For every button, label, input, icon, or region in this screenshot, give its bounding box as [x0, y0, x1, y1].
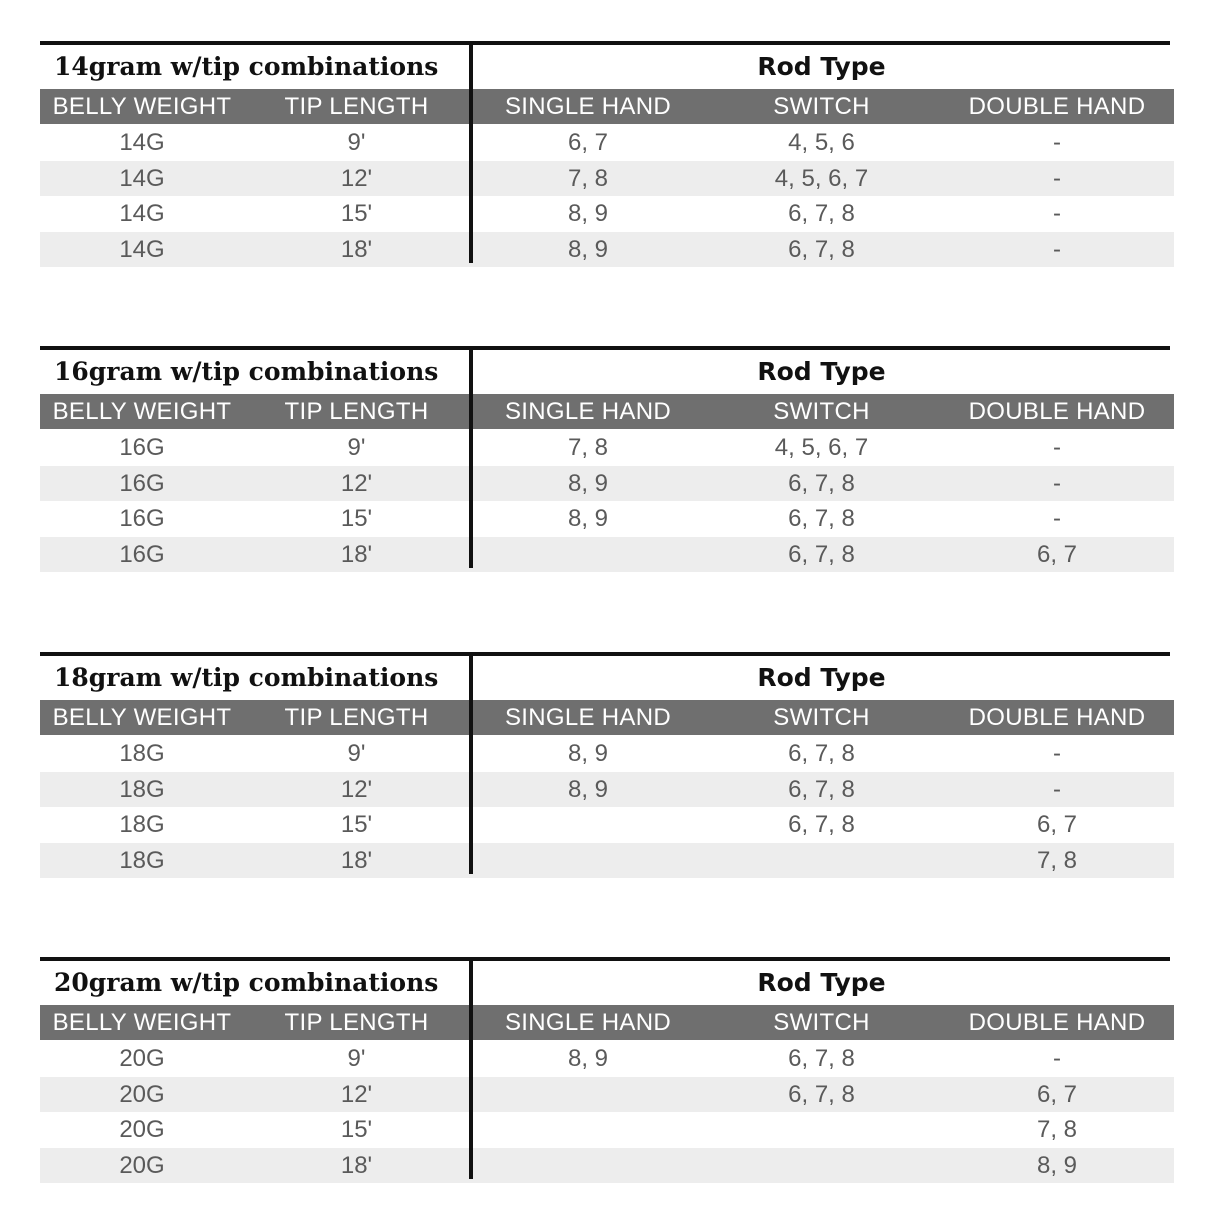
tip-length-cell: 18' [340, 1152, 373, 1179]
table-title: 16gram w/tip combinations [54, 357, 439, 386]
header-double-hand: DOUBLE HAND [968, 1009, 1146, 1036]
switch-cell: 6, 7, 8 [788, 1045, 855, 1072]
single-hand-cell [473, 1112, 703, 1147]
header-single-hand: SINGLE HAND [504, 398, 671, 425]
tip-length-cell: 18' [340, 847, 373, 874]
belly-weight-cell: 14G [119, 129, 165, 156]
switch-cell: 4, 5, 6, 7 [774, 434, 869, 461]
single-hand-cell: 8, 9 [567, 776, 609, 803]
single-hand-cell: 7, 8 [567, 165, 609, 192]
switch-cell [703, 1112, 940, 1147]
header-double-hand: DOUBLE HAND [968, 704, 1146, 731]
single-hand-cell [473, 537, 703, 572]
double-hand-cell: - [1053, 740, 1061, 767]
header-tip-length: TIP LENGTH [284, 1009, 429, 1036]
switch-cell: 6, 7, 8 [788, 470, 855, 497]
single-hand-cell [473, 843, 703, 878]
switch-cell [703, 1148, 940, 1183]
header-switch: SWITCH [773, 93, 870, 120]
header-belly-weight: BELLY WEIGHT [52, 93, 232, 120]
double-hand-cell: - [1053, 129, 1061, 156]
single-hand-cell: 8, 9 [567, 470, 609, 497]
belly-weight-cell: 20G [119, 1045, 165, 1072]
switch-cell: 6, 7, 8 [788, 541, 855, 568]
belly-weight-cell: 14G [119, 200, 165, 227]
switch-cell: 6, 7, 8 [788, 236, 855, 263]
header-belly-weight: BELLY WEIGHT [52, 398, 232, 425]
tip-length-cell: 9' [347, 740, 366, 767]
table-row [40, 537, 1174, 572]
table-18gram [40, 652, 1174, 878]
header-single-hand: SINGLE HAND [504, 93, 671, 120]
table-row [40, 843, 1174, 878]
single-hand-cell [473, 1077, 703, 1112]
belly-weight-cell: 16G [119, 541, 165, 568]
single-hand-cell: 6, 7 [567, 129, 609, 156]
single-hand-cell: 8, 9 [567, 505, 609, 532]
column-header-row [40, 700, 1174, 735]
column-header-row [40, 89, 1174, 124]
double-hand-cell: - [1053, 434, 1061, 461]
table-row [40, 1041, 1174, 1076]
switch-cell: 6, 7, 8 [788, 505, 855, 532]
rod-type-heading: Rod Type [757, 968, 886, 997]
table-row [40, 466, 1174, 501]
single-hand-cell [473, 1148, 703, 1183]
table-row [40, 772, 1174, 807]
header-belly-weight: BELLY WEIGHT [52, 704, 232, 731]
single-hand-cell [473, 807, 703, 842]
double-hand-cell: - [1053, 165, 1061, 192]
table-16gram [40, 346, 1174, 572]
single-hand-cell: 8, 9 [567, 1045, 609, 1072]
table-14gram [40, 41, 1174, 267]
switch-cell: 4, 5, 6, 7 [774, 165, 869, 192]
double-hand-cell: - [1053, 505, 1061, 532]
column-divider [469, 652, 473, 874]
rod-type-heading: Rod Type [757, 663, 886, 692]
tip-length-cell: 9' [347, 129, 366, 156]
column-header-row [40, 394, 1174, 429]
double-hand-cell: 6, 7 [1036, 541, 1078, 568]
table-row [40, 501, 1174, 536]
tip-length-cell: 15' [340, 505, 373, 532]
column-header-row [40, 1005, 1174, 1040]
table-row [40, 161, 1174, 196]
switch-cell: 6, 7, 8 [788, 200, 855, 227]
belly-weight-cell: 20G [119, 1116, 165, 1143]
double-hand-cell: 7, 8 [1036, 847, 1078, 874]
tip-length-cell: 12' [340, 470, 373, 497]
belly-weight-cell: 20G [119, 1081, 165, 1108]
double-hand-cell: - [1053, 236, 1061, 263]
belly-weight-cell: 18G [119, 811, 165, 838]
header-double-hand: DOUBLE HAND [968, 93, 1146, 120]
single-hand-cell: 8, 9 [567, 236, 609, 263]
switch-cell: 4, 5, 6 [788, 129, 855, 156]
switch-cell [703, 843, 940, 878]
header-tip-length: TIP LENGTH [284, 704, 429, 731]
double-hand-cell: - [1053, 200, 1061, 227]
table-title: 18gram w/tip combinations [54, 663, 439, 692]
double-hand-cell: 6, 7 [1036, 811, 1078, 838]
table-20gram [40, 957, 1174, 1183]
belly-weight-cell: 14G [119, 236, 165, 263]
tip-length-cell: 9' [347, 1045, 366, 1072]
header-belly-weight: BELLY WEIGHT [52, 1009, 232, 1036]
belly-weight-cell: 18G [119, 847, 165, 874]
single-hand-cell: 8, 9 [567, 740, 609, 767]
tip-length-cell: 12' [340, 1081, 373, 1108]
belly-weight-cell: 18G [119, 776, 165, 803]
double-hand-cell: - [1053, 1045, 1061, 1072]
switch-cell: 6, 7, 8 [788, 1081, 855, 1108]
switch-cell: 6, 7, 8 [788, 776, 855, 803]
table-title: 14gram w/tip combinations [54, 52, 439, 81]
tip-length-cell: 15' [340, 200, 373, 227]
header-tip-length: TIP LENGTH [284, 398, 429, 425]
header-switch: SWITCH [773, 1009, 870, 1036]
double-hand-cell: 7, 8 [1036, 1116, 1078, 1143]
belly-weight-cell: 16G [119, 470, 165, 497]
header-switch: SWITCH [773, 398, 870, 425]
column-divider [469, 346, 473, 568]
table-row [40, 736, 1174, 771]
table-row [40, 232, 1174, 267]
single-hand-cell: 8, 9 [567, 200, 609, 227]
table-row [40, 125, 1174, 160]
double-hand-cell: 6, 7 [1036, 1081, 1078, 1108]
single-hand-cell: 7, 8 [567, 434, 609, 461]
table-row [40, 1077, 1174, 1112]
table-row [40, 1112, 1174, 1147]
table-row [40, 1148, 1174, 1183]
tip-length-cell: 15' [340, 811, 373, 838]
switch-cell: 6, 7, 8 [788, 740, 855, 767]
belly-weight-cell: 16G [119, 505, 165, 532]
header-single-hand: SINGLE HAND [504, 704, 671, 731]
header-single-hand: SINGLE HAND [504, 1009, 671, 1036]
rod-type-heading: Rod Type [757, 357, 886, 386]
tip-length-cell: 18' [340, 541, 373, 568]
column-divider [469, 41, 473, 263]
tip-length-cell: 12' [340, 776, 373, 803]
tip-length-cell: 18' [340, 236, 373, 263]
table-row [40, 430, 1174, 465]
switch-cell: 6, 7, 8 [788, 811, 855, 838]
table-row [40, 196, 1174, 231]
table-title: 20gram w/tip combinations [54, 968, 439, 997]
table-row [40, 807, 1174, 842]
double-hand-cell: 8, 9 [1036, 1152, 1078, 1179]
belly-weight-cell: 14G [119, 165, 165, 192]
belly-weight-cell: 16G [119, 434, 165, 461]
tip-length-cell: 9' [347, 434, 366, 461]
double-hand-cell: - [1053, 470, 1061, 497]
tip-length-cell: 12' [340, 165, 373, 192]
header-tip-length: TIP LENGTH [284, 93, 429, 120]
belly-weight-cell: 20G [119, 1152, 165, 1179]
header-switch: SWITCH [773, 704, 870, 731]
tip-length-cell: 15' [340, 1116, 373, 1143]
header-double-hand: DOUBLE HAND [968, 398, 1146, 425]
column-divider [469, 957, 473, 1179]
rod-type-heading: Rod Type [757, 52, 886, 81]
belly-weight-cell: 18G [119, 740, 165, 767]
double-hand-cell: - [1053, 776, 1061, 803]
